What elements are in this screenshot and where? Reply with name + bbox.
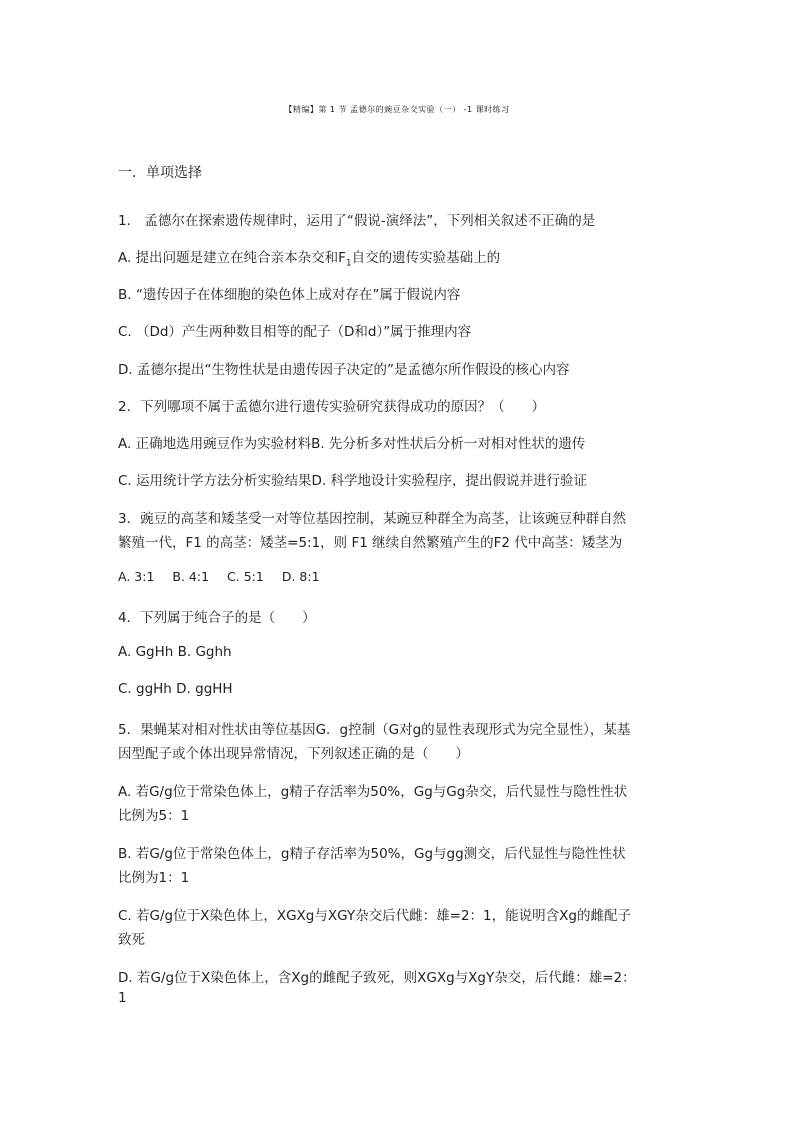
option-a-text-pre: A. 提出问题是建立在纯合亲本杂交和F bbox=[118, 250, 346, 266]
section-heading: 一．单项选择 bbox=[118, 165, 202, 181]
question-1-option-a bbox=[118, 246, 500, 269]
question-2-stem: 2．下列哪项不属于孟德尔进行遗传实验研究获得成功的原因？（ ） bbox=[118, 399, 546, 415]
question-5-option-d-line-2: 1 bbox=[118, 990, 127, 1006]
question-4-options-ab: A. GgHh B. Gghh bbox=[118, 644, 232, 660]
option-a: A. 3:1 bbox=[118, 569, 155, 584]
question-1-stem: 1． 孟德尔在探索遗传规律时，运用了“假说-演绎法”，下列相关叙述不正确的是 bbox=[118, 213, 596, 229]
question-1-option-d: D. 孟德尔提出“生物性状是由遗传因子决定的”是孟德尔所作假设的核心内容 bbox=[118, 362, 570, 378]
question-3-options bbox=[118, 569, 320, 584]
option-b: B. 4:1 bbox=[172, 569, 210, 584]
question-3-stem-line-2: 繁殖一代，F1 的高茎：矮茎=5:1，则 F1 继续自然繁殖产生的F2 代中高茎：矮茎为 bbox=[118, 535, 623, 551]
question-5-option-c-line-1: C. 若G/g位于X染色体上，XGXg与XGY杂交后代雌：雄=2：1，能说明含Xg的雌配子 bbox=[118, 908, 631, 924]
question-3-stem-line-1: 3．豌豆的高茎和矮茎受一对等位基因控制，某豌豆种群全为高茎，让该豌豆种群自然 bbox=[118, 511, 627, 527]
option-d: D. 8:1 bbox=[281, 569, 320, 584]
subscript: 1 bbox=[345, 258, 352, 269]
question-5-option-b-line-2: 比例为1：1 bbox=[118, 870, 190, 886]
question-4-options-cd: C. ggHh D. ggHH bbox=[118, 681, 233, 697]
question-5-option-c-line-2: 致死 bbox=[118, 932, 145, 948]
question-5-option-a-line-1: A. 若G/g位于常染色体上，g精子存活率为50%，Gg与Gg杂交，后代显性与隐性性状 bbox=[118, 784, 628, 800]
page-title: 【精编】第 1 节 孟德尔的豌豆杂交实验（一） -1 课时练习 bbox=[284, 105, 510, 114]
question-4-stem: 4．下列属于纯合子的是（ ） bbox=[118, 610, 316, 626]
question-5-option-b-line-1: B. 若G/g位于常染色体上，g精子存活率为50%，Gg与gg测交，后代显性与隐性性状 bbox=[118, 846, 626, 862]
question-5-option-a-line-2: 比例为5：1 bbox=[118, 808, 190, 824]
question-2-options-cd: C. 运用统计学方法分析实验结果D. 科学地设计实验程序，提出假说并进行验证 bbox=[118, 473, 587, 489]
question-2-options-ab: A. 正确地选用豌豆作为实验材料B. 先分析多对性状后分析一对相对性状的遗传 bbox=[118, 436, 586, 452]
question-5-stem-line-1: 5．果蝇某对相对性状由等位基因G．g控制（G对g的显性表现形式为完全显性），某基 bbox=[118, 722, 631, 738]
question-1-option-b: B. “遗传因子在体细胞的染色体上成对存在”属于假说内容 bbox=[118, 287, 461, 303]
option-a-text-post: 自交的遗传实验基础上的 bbox=[351, 250, 501, 266]
question-5-stem-line-2: 因型配子或个体出现异常情况，下列叙述正确的是（ ） bbox=[118, 746, 469, 762]
question-1-option-c: C. （Dd）产生两种数目相等的配子（D和d）”属于推理内容 bbox=[118, 324, 472, 340]
option-c: C. 5:1 bbox=[227, 569, 264, 584]
question-5-option-d-line-1: D. 若G/g位于X染色体上，含Xg的雌配子致死，则XGXg与XgY杂交，后代雌：雄=2： bbox=[118, 970, 636, 986]
